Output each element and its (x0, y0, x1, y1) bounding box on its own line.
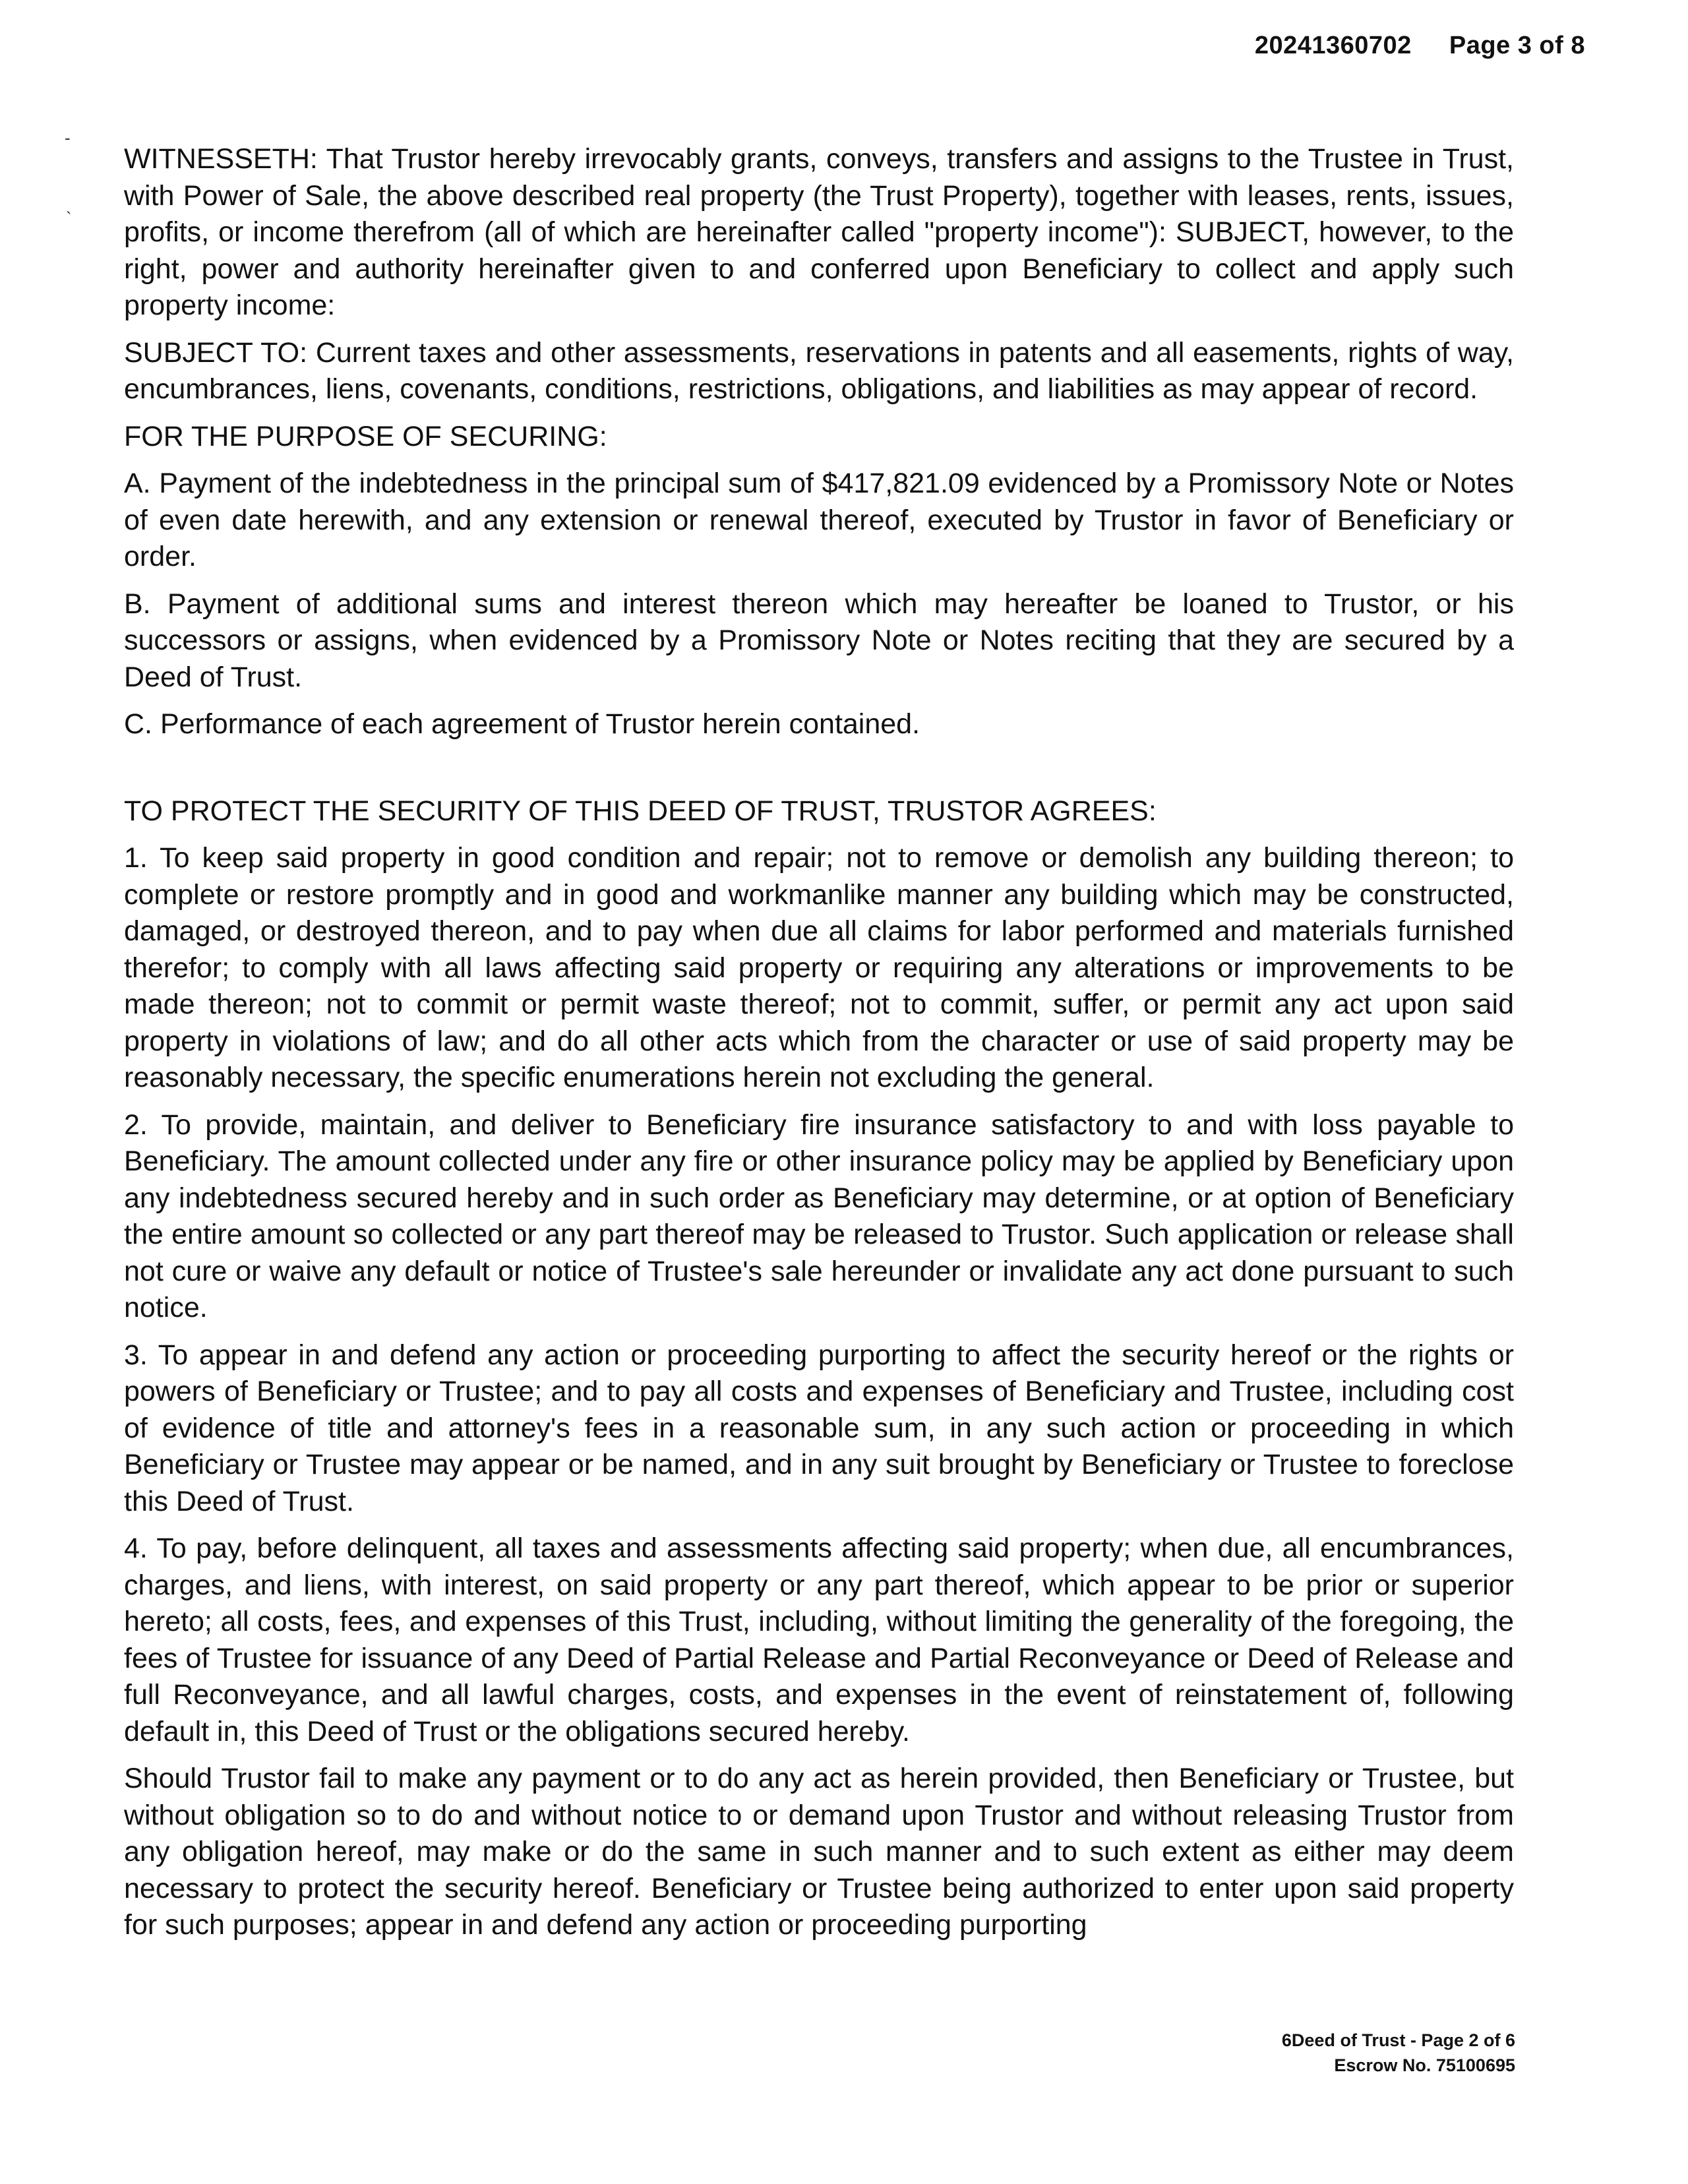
purpose-heading: FOR THE PURPOSE OF SECURING: (124, 420, 607, 452)
page-number: Page 3 of 8 (1449, 32, 1585, 59)
purpose-item-a: A. Payment of the indebtedness in the principal sum of $417,821.09 evidenced by a Promissory Note or Notes of even date herewith, and any extension or renewal thereof, executed by Trustor in favor of Beneficiary or order. (124, 468, 1514, 572)
purpose-item-b: B. Payment of additional sums and interest thereon which may hereafter be loaned to Trustor, or his successors or assigns, when evidenced by a Promissory Note or Notes reciting that they are secured by a Deed of Trust. (124, 588, 1514, 693)
agreement-3: 3. To appear in and defend any action or proceeding purporting to affect the security hereof or the rights or powers of Beneficiary or Trustee; and to pay all costs and expenses of Beneficiary and Trustee, including cost of evidence of title and attorney's fees in a reasonable sum, in any such action or proceeding in which Beneficiary or Trustee may appear or be named, and in any suit brought by Beneficiary or Trustee to foreclose this Deed of Trust. (124, 1339, 1514, 1517)
purpose-item-c: C. Performance of each agreement of Trustor herein contained. (124, 708, 920, 740)
recording-number: 20241360702 (1254, 32, 1412, 59)
scan-mark-dash: - (65, 128, 71, 148)
protect-security-heading: TO PROTECT THE SECURITY OF THIS DEED OF TRUST, TRUSTOR AGREES: (124, 795, 1157, 827)
agreement-1: 1. To keep said property in good condition and repair; not to remove or demolish any building thereon; to complete or restore promptly and in good and workmanlike manner any building which may be constructed, damaged, or destroyed thereon, and to pay when due all claims for labor performed and materials furnished therefor; to comply with all laws affecting said property or requiring any alterations or improvements to be made thereon; not to commit or permit waste thereof; not to commit, suffer, or permit any act upon said property in violations of law; and do all other acts which from the character or use of said property may be reasonably necessary, the specific enumerations herein not excluding the general. (124, 842, 1514, 1093)
form-page-label: 6Deed of Trust - Page 2 of 6 (1281, 2030, 1515, 2050)
subject-to-paragraph: SUBJECT TO: Current taxes and other assessments, reservations in patents and all easements, rights of way, encumbrances, liens, covenants, conditions, restrictions, obligations, and liabilities as may appear of record. (124, 336, 1514, 405)
witnesseth-paragraph: WITNESSETH: That Trustor hereby irrevocably grants, conveys, transfers and assigns to the Trustee in Trust, with Power of Sale, the above described real property (the Trust Property), together with leases, rents, issues, profits, or income therefrom (all of which are hereinafter called "property income"): SUBJECT, however, to the right, power and authority hereinafter given to and conferred upon Beneficiary to collect and apply such property income: (124, 143, 1514, 321)
should-trustor-fail-paragraph: Should Trustor fail to make any payment or to do any act as herein provided, then Beneficiary or Trustee, but without obligation so to do and without notice to or demand upon Trustor and without releasing Trustor from any obligation hereof, may make or do the same in such manner and to such extent as either may deem necessary to protect the security hereof. Beneficiary or Trustee being authorized to enter upon said property for such purposes; appear in and defend any action or proceeding purporting (124, 1763, 1514, 1941)
agreement-2: 2. To provide, maintain, and deliver to Beneficiary fire insurance satisfactory to and with loss payable to Beneficiary. The amount collected under any fire or other insurance policy may be applied by Beneficiary upon any indebtedness secured hereby and in such order as Beneficiary may determine, or at option of Beneficiary the entire amount so collected or any part thereof may be released to Trustor. Such application or release shall not cure or waive any default or notice of Trustee's sale hereunder or invalidate any act done pursuant to such notice. (124, 1108, 1514, 1323)
document-body (124, 141, 1514, 1955)
scan-mark-tick: ` (66, 208, 72, 228)
agreement-4: 4. To pay, before delinquent, all taxes and assessments affecting said property; when due, all encumbrances, charges, and liens, with interest, on said property or any part thereof, which appear to be prior or superior hereto; all costs, fees, and expenses of this Trust, including, without limiting the generality of the foregoing, the fees of Trustee for issuance of any Deed of Partial Release and Partial Reconveyance or Deed of Release and full Reconveyance, and all lawful charges, costs, and expenses in the event of reinstatement of, following default in, this Deed of Trust or the obligations secured hereby. (124, 1532, 1514, 1747)
escrow-number: Escrow No. 75100695 (1334, 2055, 1515, 2075)
page-header (1255, 32, 1585, 60)
page-footer (1282, 2028, 1515, 2078)
